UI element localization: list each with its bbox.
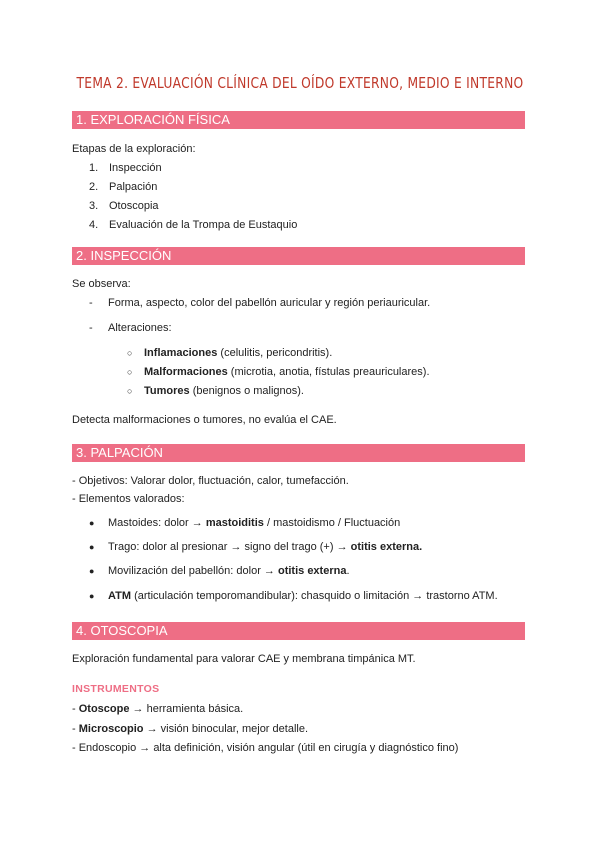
s4-intro: Exploración fundamental para valorar CAE y membrana timpánica MT. [72, 653, 416, 665]
sub-item: ○ Tumores (benignos o malignos). [127, 385, 304, 397]
dash-item: - Forma, aspecto, color del pabellón auricular y región periauricular. [89, 297, 431, 309]
s2-note: Detecta malformaciones o tumores, no evalúa el CAE. [72, 414, 337, 426]
instrument-desc: → visión binocular, mejor detalle. [143, 723, 308, 735]
instrument-name: Otoscope [78, 703, 130, 715]
bullet-text: Trago: dolor al presionar → signo del trago (+) → [108, 541, 351, 553]
bullet-text: . [346, 565, 350, 577]
bullet-item: ● Mastoides: dolor → mastoiditis / mastoidismo / Fluctuación [89, 517, 401, 529]
sub-bold: Malformaciones [144, 366, 228, 378]
instrument-item [72, 702, 243, 716]
item-number: 4. [89, 219, 99, 231]
sub-item: ○ Malformaciones (microtia, anotia, fístulas preauriculares). [127, 366, 430, 378]
bullet-bold: otitis externa [277, 565, 347, 577]
bullet-text: / mastoidismo / Fluctuación [263, 517, 401, 529]
section-heading-otoscopia: 4. OTOSCOPIA [72, 622, 525, 640]
item-text: Palpación [109, 181, 158, 193]
instrument-item: - Endoscopio → alta definición, visión angular (útil en cirugía y diagnóstico fino) [72, 742, 459, 754]
item-text: Otoscopia [109, 200, 159, 212]
bullet-item: ● ATM (articulación temporomandibular): chasquido o limitación → trastorno ATM. [89, 590, 498, 602]
sub-bold: Tumores [144, 385, 190, 397]
list-item [89, 180, 157, 194]
sub-text: (celulitis, pericondritis). [217, 347, 333, 359]
section-heading-exploracion: 1. EXPLORACIÓN FÍSICA [72, 111, 525, 129]
subheading-instrumentos: INSTRUMENTOS [72, 683, 160, 695]
list-item [89, 161, 162, 175]
instrument-item [72, 722, 308, 736]
item-number: 2. [89, 181, 99, 193]
sub-text: (microtia, anotia, fístulas preauriculares). [227, 366, 430, 378]
instrument-prefix: - [72, 703, 79, 715]
bullet-text: Movilización del pabellón: dolor → [108, 565, 278, 577]
bullet-bold: otitis externa. [350, 541, 423, 553]
item-number: 1. [89, 162, 99, 174]
instrument-prefix: - [72, 723, 79, 735]
s3-objectives: - Objetivos: Valorar dolor, fluctuación, calor, tumefacción. [72, 475, 349, 487]
bullet-bold: mastoiditis [205, 517, 264, 529]
bullet-item: ● Movilización del pabellón: dolor → otitis externa. [89, 565, 350, 577]
section-heading-inspeccion: 2. INSPECCIÓN [72, 247, 525, 265]
sub-item: ○ Inflamaciones (celulitis, pericondritis). [127, 347, 333, 359]
s1-intro: Etapas de la exploración: [72, 143, 196, 155]
bullet-text: Mastoides: dolor → [108, 517, 206, 529]
bullet-bold: ATM [108, 590, 132, 602]
item-number: 3. [89, 200, 99, 212]
s3-elements: - Elementos valorados: [72, 493, 185, 505]
sub-text: (benignos o malignos). [189, 385, 304, 397]
bullet-text: (articulación temporomandibular): chasquido o limitación → trastorno ATM. [131, 590, 498, 602]
bullet-item: ● Trago: dolor al presionar → signo del trago (+) → otitis externa. [89, 541, 423, 553]
dash-item: - Alteraciones: [89, 322, 172, 334]
dash-text: Forma, aspecto, color del pabellón auricular y región periauricular. [108, 297, 431, 309]
item-text: Evaluación de la Trompa de Eustaquio [109, 219, 298, 231]
instrument-desc: → herramienta básica. [129, 703, 244, 715]
s2-intro: Se observa: [72, 278, 131, 290]
document-title: TEMA 2. EVALUACIÓN CLÍNICA DEL OÍDO EXTERNO, MEDIO E INTERNO [76, 74, 524, 92]
instrument-name: Microscopio [78, 723, 144, 735]
section-heading-palpacion: 3. PALPACIÓN [72, 444, 525, 462]
item-text: Inspección [109, 162, 162, 174]
dash-text: Alteraciones: [108, 322, 172, 334]
list-item [89, 199, 159, 213]
sub-bold: Inflamaciones [144, 347, 218, 359]
list-item [89, 218, 297, 232]
